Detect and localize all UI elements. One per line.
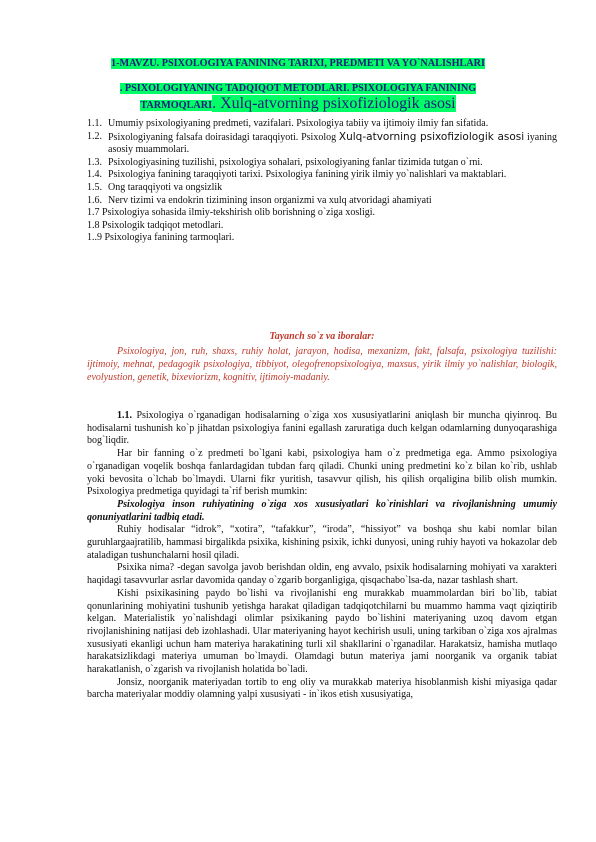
- subtitle-part-b: TARMOQLARI: [140, 100, 213, 111]
- paragraph-text: Psixologiya o`rganadigan hodisalarning o`ziga xos xususiyatlarini aniqlash bir muncha qiyinroq. Bu hodisalarni tushunish ko`p jihatdan psixologiya fanini egallash zaruratiga duch kelgan odamlarning dunyoqarashiga bog`liqdir.: [87, 410, 557, 447]
- toc-item: [87, 118, 557, 131]
- table-of-contents: [87, 118, 557, 245]
- toc-item: [87, 195, 557, 208]
- toc-text: Nerv tizimi va endokrin tizimining inson organizmi va xulq atvoridagi ahamiyati: [108, 194, 432, 206]
- toc-number: 1.1.: [87, 118, 102, 129]
- paragraph: Ruhiy hodisalar “idrok”, “xotira”, “tafakkur”, “iroda”, “hissiyot” va boshqa shu kabi nomlar bilan guruhlargaajratilib, hammasi birgalikda psixika, kishining psixik, ichki dunyosi, uning ruhiy hayoti va hokazolar deb ataladigan tushunchalarni hosil qiladi.: [87, 524, 557, 561]
- toc-item: 1..9 Psixologiya fanining tarmoqlari.: [87, 232, 235, 244]
- definition-paragraph: Psixologiya inson ruhiyatining o`ziga xos xususiyatlari ko`rinishlari va rivojlanishning umumiy qonuniyatlarini tadbiq etadi.: [87, 498, 557, 523]
- keywords-text: Psixologiya, jon, ruh, shaxs, ruhiy holat, jarayon, hodisa, mexanizm, fakt, falsafa, psixologiya tuzilishi: ijtimoiy, mehnat, pedagogik psixologiya, tibbiyot, olegofrenopsixologiya, maxsus, yirik ilmiy yo`nalishlar, biologik, evolyustion, genetik, bixeviorizm, kognitiv, ijtimoiy-madaniy.: [87, 346, 557, 383]
- toc-item: 1.7 Psixologiya sohasida ilmiy-tekshirish olib borishning o`ziga xosligi.: [87, 207, 376, 219]
- toc-item: [87, 182, 557, 195]
- keywords-heading: Tayanch so`z va iboralar:: [269, 331, 375, 342]
- paragraph: Har bir fanning o`z predmeti bo`lgani kabi, psixologiya ham o`z predmetiga ega. Ammo psixologiya o`rganadigan voqelik boshqa fanlardagidan tubdan farq qiladi. Chunki uning predmetini ko`z bilan ko`rib, ushlab yoki bevosita o`lchab bo`lmaydi. Ularni fikr yuritish, tasavvur qilish, his qilish orqaligina bilib olish mumkin. Psixologiya predmetiga quyidagi ta`rif berish mumkin:: [87, 448, 557, 498]
- toc-text-c: iyaning asosiy muammolari.: [108, 131, 557, 156]
- topic-title-text: 1-MAVZU. PSIXOLOGIYA FANINING TARIXI, PREDMETI VA YO`NALISHLARI: [111, 58, 485, 69]
- toc-item: 1.8 Psixologik tadqiqot metodlari.: [87, 219, 224, 231]
- toc-text: [108, 131, 557, 157]
- toc-text: Psixologiyasining tuzilishi, psixologiya sohalari, psixologiyaning fanlar tizimida tutgan o`rni.: [108, 156, 483, 168]
- subtitle-part-c: . Xulq-atvorning psixofiziologik asosi: [212, 95, 456, 112]
- toc-item: [87, 131, 557, 157]
- toc-text: Psixologiya fanining taraqqiyoti tarixi. Psixologiya fanining yirik ilmiy yo`nalishlari va maktablari.: [108, 169, 507, 181]
- paragraph-number: 1.1.: [117, 410, 132, 421]
- toc-number: 1.4.: [87, 169, 102, 181]
- paragraph: Jonsiz, noorganik materiyadan tortib to eng oliy va murakkab materiya hisoblanmish kishi miyasiga qadar barcha materiyalar moddiy olamning yalpi xususiyati - in`ikos etish xususiyatiga,: [87, 676, 557, 701]
- toc-item: [87, 169, 557, 182]
- topic-subtitle: [60, 81, 536, 113]
- toc-text: Ong taraqqiyoti va ongsizlik: [108, 181, 223, 193]
- subtitle-part-a: . PSIXOLOGIYANING TADQIQOT METODLARI. PSIXOLOGIYA FANINING: [119, 83, 477, 94]
- toc-number: 1.5.: [87, 181, 102, 193]
- toc-number: 1.2.: [87, 130, 102, 142]
- body-text: [87, 410, 557, 702]
- toc-number: 1.3.: [87, 156, 102, 168]
- paragraph: Psixika nima? -degan savolga javob berishdan oldin, eng avvalo, psixik hodisalarning mohiyati va xarakteri haqidagi tasavvurlar asrlar davomida qanday o`zgarib borganligiga, qisqachabo`lsa-da, nazar tashlash shart.: [87, 562, 557, 587]
- toc-item: [87, 157, 557, 170]
- paragraph: [87, 410, 557, 448]
- toc-text-a: Psixologiyaning falsafa doirasidagi taraqqiyoti. Psixolog: [108, 131, 339, 143]
- topic-title: [60, 57, 536, 71]
- toc-text: Umumiy psixologiyaning predmeti, vazifalari. Psixologiya tabiiy va ijtimoiy ilmiy fan sifatida.: [108, 118, 489, 129]
- toc-text-b: Xulq-atvorning psixofiziologik asosi: [338, 130, 525, 143]
- toc-number: 1.6.: [87, 194, 102, 206]
- paragraph: Kishi psixikasining paydo bo`lishi va rivojlanishi eng murakkab muammolardan biri bo`lib, tabiat qonunlarining mohiyatini tushunib yetishga harakat qiladigan tadqiqotchilarni bu muammo hamma vaqt qiziqtirib kelgan. Materialistik yo`nalishdagi olimlar psixikaning paydo bo`lishini materiyaning uzoq davom etgan rivojlanishining natijasi deb izohlashadi. Ular materiyaning hayot kechirish usuli, uning tarkiban o`ziga xos ajralmas xususiyati ekanligi uchun ham materiya harakatining turli xil shakllarini o`rganadilar. Harakatsiz, hamisha mutlaqo harakatsizlikdagi materiya umuman bo`lmaydi. Olamdagi butun materiya jami noorganik va organik tabiat harakatlanish, o`zgarish va rivojlanish holatida bo`ladi.: [87, 587, 557, 676]
